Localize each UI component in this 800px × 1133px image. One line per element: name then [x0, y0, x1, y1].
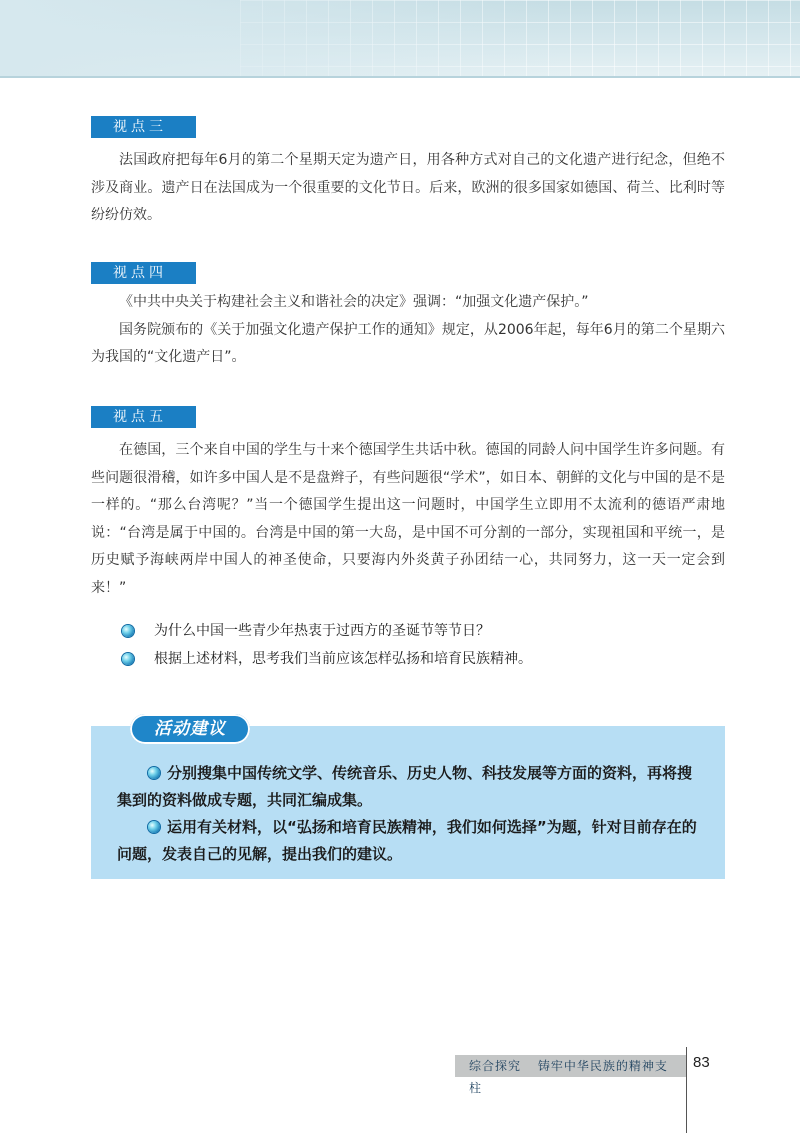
page-number: 83 — [693, 1054, 710, 1071]
activity-item — [117, 814, 702, 868]
viewpoint-3-text — [91, 147, 725, 230]
viewpoint-5-paragraph: 在德国，三个来自中国的学生与十来个德国学生共话中秋。德国的同龄人问中国学生许多问题。有些问题很滑稽，如许多中国人是不是盘辫子，有些问题很“学术”，如日本、朝鲜的文化与中国的是不是一样的。“那么台湾呢？”当一个德国学生提出这一问题时，中国学生立即用不太流利的德语严肃地说：“台湾是属于中国的。台湾是中国的第一大岛，是中国不可分割的一部分，实现祖国和平统一，是历史赋予海峡两岸中国人的神圣使命，只要海内外炎黄子孙团结一心，共同努力，这一天一定会到来！” — [91, 442, 725, 596]
footer-divider — [686, 1047, 687, 1133]
question-text: 根据上述材料，思考我们当前应该怎样弘扬和培育民族精神。 — [154, 651, 532, 667]
viewpoint-4-label: 视点四 — [91, 262, 196, 284]
footer-chapter: 铸牢中华民族的精神支柱 — [469, 1059, 668, 1095]
activity-item — [117, 760, 702, 814]
viewpoint-4-paragraph-2: 国务院颁布的《关于加强文化遗产保护工作的通知》规定，从2006年起，每年6月的第二个星期六为我国的“文化遗产日”。 — [91, 321, 725, 365]
activity-tag: 活动建议 — [130, 714, 250, 744]
activity-content — [117, 760, 702, 868]
viewpoint-5-label: 视点五 — [91, 406, 196, 428]
question-list — [120, 617, 720, 673]
viewpoint-5-text — [91, 437, 725, 602]
bullet-icon — [148, 821, 160, 833]
bullet-icon — [122, 653, 134, 665]
footer-section: 综合探究 — [469, 1059, 522, 1073]
viewpoint-4-paragraph-1: 《中共中央关于构建社会主义和谐社会的决定》强调：“加强文化遗产保护。” — [119, 294, 589, 310]
activity-item-text: 运用有关材料，以“弘扬和培育民族精神，我们如何选择”为题，针对目前存在的问题，发表自己的见解，提出我们的建议。 — [117, 818, 697, 863]
question-text: 为什么中国一些青少年热衷于过西方的圣诞节等节日？ — [154, 623, 490, 639]
bullet-icon — [148, 767, 160, 779]
viewpoint-3-paragraph: 法国政府把每年6月的第二个星期天定为遗产日，用各种方式对自己的文化遗产进行纪念，但绝不涉及商业。遗产日在法国成为一个很重要的文化节日。后来，欧洲的很多国家如德国、荷兰、比利时等纷纷仿效。 — [91, 152, 725, 223]
activity-item-text: 分别搜集中国传统文学、传统音乐、历史人物、科技发展等方面的资料，再将搜集到的资料做成专题，共同汇编成集。 — [117, 764, 693, 809]
footer-bar — [455, 1055, 686, 1095]
question-item — [120, 617, 720, 645]
question-item — [120, 645, 720, 673]
header-band — [0, 0, 800, 78]
viewpoint-4-text — [91, 289, 725, 372]
viewpoint-3-label: 视点三 — [91, 116, 196, 138]
bullet-icon — [122, 625, 134, 637]
